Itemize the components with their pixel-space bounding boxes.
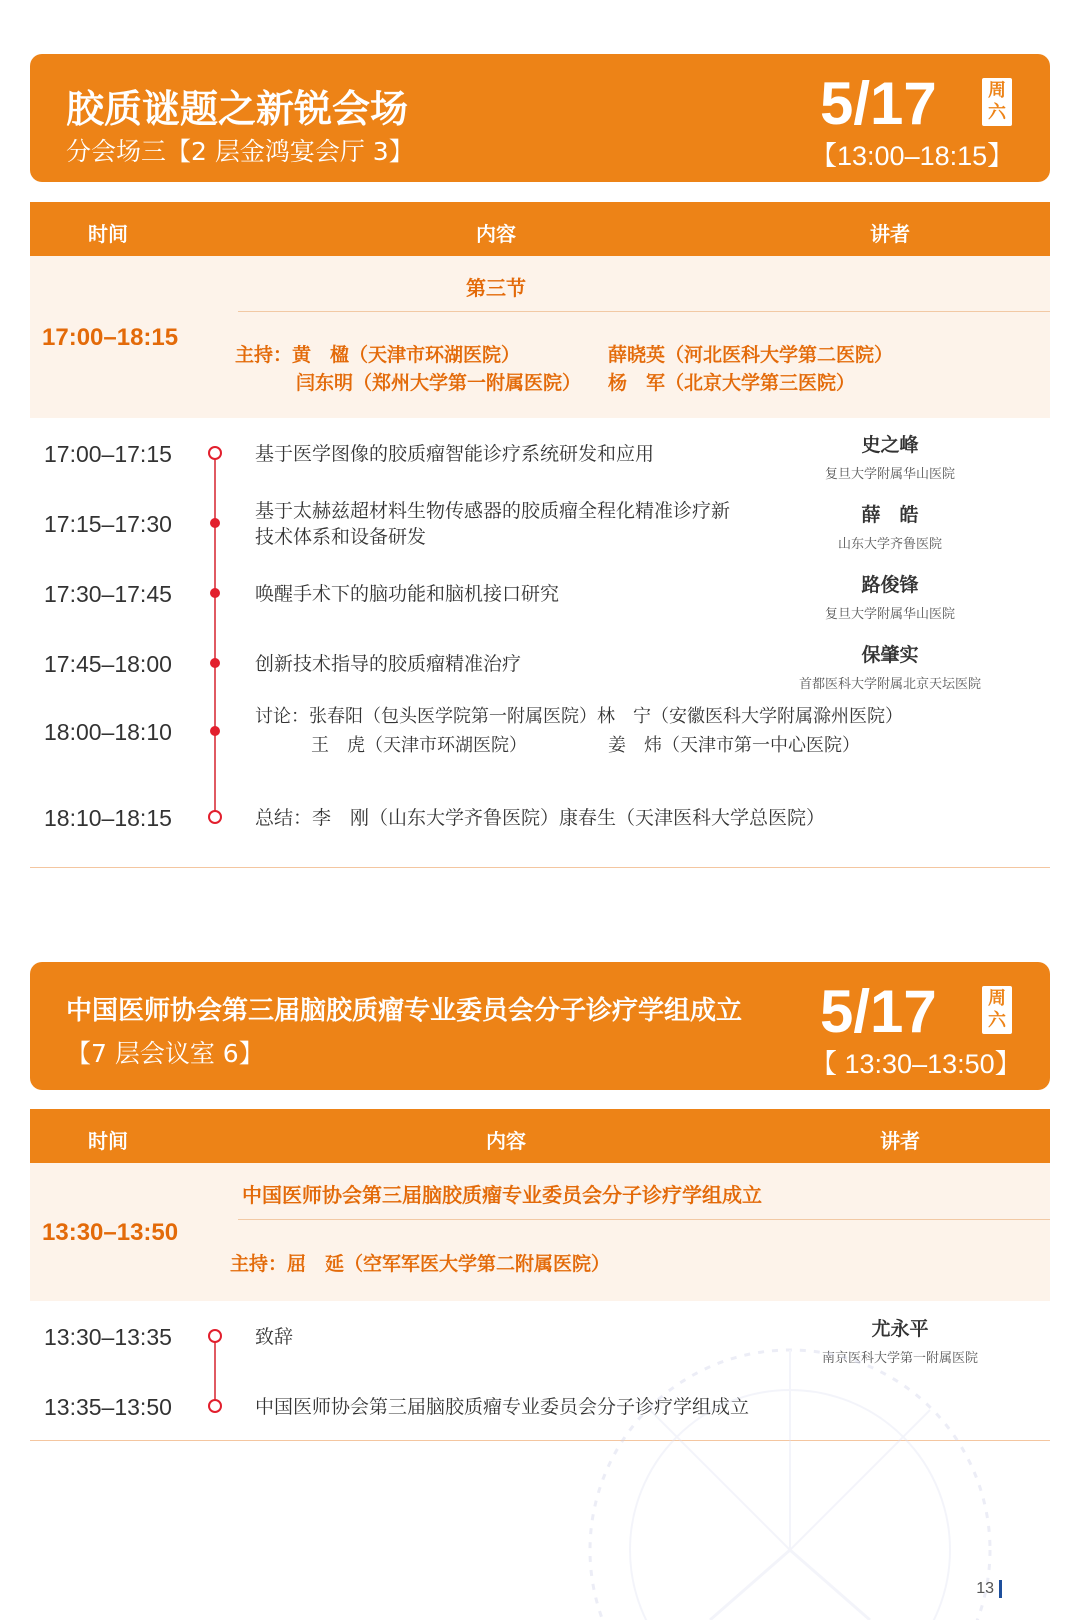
header-speaker: 讲者 xyxy=(870,222,910,246)
section-divider xyxy=(238,311,1050,312)
session2-date: 5/17 xyxy=(820,978,937,1045)
timeline-node xyxy=(208,1329,222,1343)
session2-banner xyxy=(30,962,1050,1090)
speaker-name: 路俊锋 xyxy=(861,574,919,596)
speaker xyxy=(790,430,990,482)
session1-venue: 分会场三【2 层金鸿宴会厅 3】 xyxy=(66,137,414,166)
timeline-node xyxy=(208,1399,222,1413)
timeline-node xyxy=(210,658,220,668)
section-time: 13:30–13:50 xyxy=(42,1219,179,1246)
speaker-hospital: 山东大学齐鲁医院 xyxy=(837,537,942,552)
session2-table-header xyxy=(30,1109,1050,1163)
timeline-line xyxy=(214,1336,216,1406)
row-content: 唤醒手术下的脑功能和脑机接口研究 xyxy=(255,583,560,605)
session2-section xyxy=(30,1163,1050,1301)
section-host: 主持：黄 楹（天津市环湖医院） xyxy=(235,344,521,366)
row-time: 17:30–17:45 xyxy=(44,581,172,607)
timeline-node xyxy=(210,726,220,736)
row-content: 总结：李 刚（山东大学齐鲁医院）康春生（天津医科大学总医院） xyxy=(255,807,826,829)
speaker-hospital: 复旦大学附属华山医院 xyxy=(824,607,955,622)
row-content: 技术体系和设备研发 xyxy=(255,526,427,548)
session1-banner xyxy=(30,54,1050,182)
header-speaker: 讲者 xyxy=(880,1129,920,1153)
header-time: 时间 xyxy=(88,222,128,246)
row-time: 17:00–17:15 xyxy=(44,441,172,467)
timeline-line xyxy=(214,453,216,817)
speaker-name: 尤永平 xyxy=(871,1318,929,1340)
speaker-hospital: 南京医科大学第一附属医院 xyxy=(821,1351,978,1366)
session1-date: 5/17 xyxy=(820,70,937,137)
speaker-hospital: 首都医科大学附属北京天坛医院 xyxy=(798,677,981,692)
section-host: 杨 军（北京大学第三医院） xyxy=(608,372,856,394)
row-time: 13:35–13:50 xyxy=(44,1394,172,1420)
speaker xyxy=(790,500,990,552)
row-time: 13:30–13:35 xyxy=(44,1324,172,1350)
speaker-name: 史之峰 xyxy=(861,434,919,456)
ferris-wheel-watermark xyxy=(560,1320,1020,1620)
section-heading: 第三节 xyxy=(466,276,526,300)
row-content: 王 虎（天津市环湖医院） 姜 炜（天津市第一中心医院） xyxy=(311,735,860,756)
speaker xyxy=(790,570,990,622)
timeline-node xyxy=(210,518,220,528)
session2-title: 中国医师协会第三届脑胶质瘤专业委员会分子诊疗学组成立 xyxy=(66,996,743,1026)
row-content: 基于太赫兹超材料生物传感器的胶质瘤全程化精准诊疗新 xyxy=(255,500,731,522)
row-content: 致辞 xyxy=(255,1326,294,1348)
row-time: 17:45–18:00 xyxy=(44,651,172,677)
section-host: 闫东明（郑州大学第一附属医院） xyxy=(296,372,582,394)
timeline-node xyxy=(210,588,220,598)
session1-table-header xyxy=(30,202,1050,256)
section-time: 17:00–18:15 xyxy=(42,324,179,351)
section-heading: 中国医师协会第三届脑胶质瘤专业委员会分子诊疗学组成立 xyxy=(242,1183,762,1207)
speaker-name: 保肇实 xyxy=(861,644,919,666)
session2-venue: 【7 层会议室 6】 xyxy=(66,1039,264,1068)
session1-title: 胶质谜题之新锐会场 xyxy=(66,87,409,131)
section-host: 薛晓英（河北医科大学第二医院） xyxy=(608,344,894,366)
row-time: 17:15–17:30 xyxy=(44,511,172,537)
header-content: 内容 xyxy=(486,1129,526,1153)
header-time: 时间 xyxy=(88,1129,128,1153)
header-content: 内容 xyxy=(476,222,516,246)
row-content: 基于医学图像的胶质瘤智能诊疗系统研发和应用 xyxy=(255,443,655,465)
row-content: 创新技术指导的胶质瘤精准治疗 xyxy=(255,653,522,675)
timeline-node xyxy=(208,446,222,460)
page-marker xyxy=(999,1580,1002,1598)
row-content: 中国医师协会第三届脑胶质瘤专业委员会分子诊疗学组成立 xyxy=(255,1396,750,1418)
session1-bottom-rule xyxy=(30,867,1050,868)
speaker-name: 薛 皓 xyxy=(861,504,919,526)
row-content: 讨论：张春阳（包头医学院第一附属医院）林 宁（安徽医科大学附属滁州医院） xyxy=(255,706,903,727)
row-time: 18:10–18:15 xyxy=(44,805,172,831)
page-number: 13 xyxy=(976,1580,994,1597)
session1-time-range: 【13:00–18:15】 xyxy=(810,141,1015,171)
speaker-hospital: 复旦大学附属华山医院 xyxy=(824,467,955,482)
session1-weekday: 周六 xyxy=(982,78,1012,126)
session2-weekday: 周六 xyxy=(982,986,1012,1034)
speaker xyxy=(790,640,990,692)
row-time: 18:00–18:10 xyxy=(44,719,172,745)
section-divider xyxy=(238,1219,1050,1220)
section-host: 主持：屈 延（空军军医大学第二附属医院） xyxy=(230,1253,611,1275)
session2-time-range: 【 13:30–13:50】 xyxy=(810,1049,1022,1079)
session1-section xyxy=(30,256,1050,418)
timeline-node xyxy=(208,810,222,824)
